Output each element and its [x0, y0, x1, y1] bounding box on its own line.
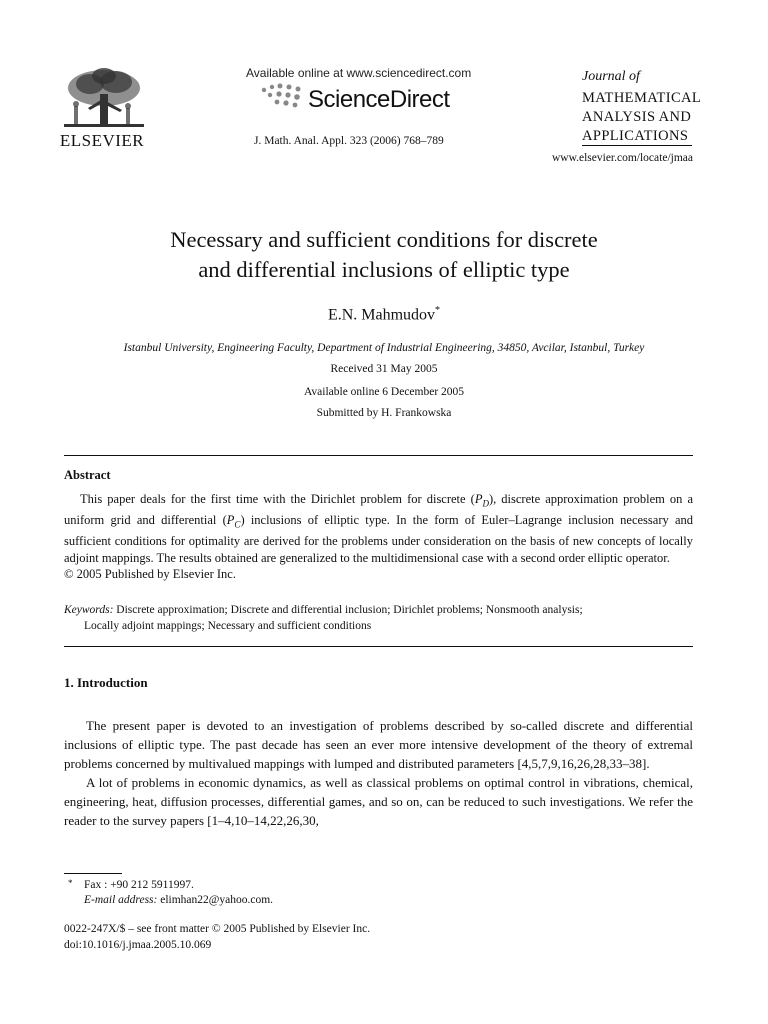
available-online-text: Available online at www.sciencedirect.com	[246, 66, 472, 80]
abstract-top-rule	[64, 455, 693, 456]
intro-paragraph-2: A lot of problems in economic dynamics, as well as classical problems on optimal control in vibrations, chemical, engineering, heat, diffusion processes, differential games, and so on, can be reduced to such investigations. We refer the reader to the survey papers [1–4,10–14,22,26,30,	[64, 775, 693, 828]
journal-title-line3: APPLICATIONS	[582, 128, 689, 144]
keywords-line2: Locally adjoint mappings; Necessary and sufficient conditions	[84, 620, 372, 632]
publisher-name: ELSEVIER	[59, 131, 145, 150]
available-online-date: Available online 6 December 2005	[303, 386, 465, 398]
journal-of-label: Journal of	[582, 69, 640, 84]
submitted-by: Submitted by H. Frankowska	[316, 407, 452, 419]
journal-title-line2: ANALYSIS AND	[582, 109, 692, 125]
abstract-copyright: © 2005 Published by Elsevier Inc.	[64, 567, 236, 581]
journal-citation: J. Math. Anal. Appl. 323 (2006) 768–789	[254, 135, 444, 147]
keywords	[64, 602, 693, 634]
author-footnote-mark[interactable]: *	[435, 305, 441, 316]
footnote-email-label: E-mail address:	[84, 894, 158, 906]
author	[0, 305, 768, 324]
doi-link[interactable]: doi:10.1016/j.jmaa.2005.10.069	[64, 939, 212, 951]
affiliation: Istanbul University, Engineering Faculty, Department of Industrial Engineering, 34850, Avcilar, Istanbul, Turkey	[123, 342, 645, 354]
journal-title-rule	[582, 145, 692, 146]
sciencedirect-logo-text: ScienceDirect	[308, 86, 450, 113]
elsevier-tree-logo	[60, 64, 148, 132]
article-title-line1: Necessary and sufficient conditions for discrete	[170, 227, 598, 252]
footnote-fax: Fax : +90 212 5911997.	[84, 879, 194, 891]
footnote-email[interactable]: elimhan22@yahoo.com.	[160, 894, 274, 906]
author-name: E.N. Mahmudov	[327, 306, 436, 324]
keywords-line1: Discrete approximation; Discrete and differential inclusion; Dirichlet problems; Nonsmooth analysis;	[116, 604, 583, 616]
journal-title	[582, 89, 701, 146]
footnote-mark: *	[68, 878, 73, 888]
abstract-body	[64, 491, 693, 583]
journal-title-line1: MATHEMATICAL	[582, 90, 702, 106]
sciencedirect-dots-icon	[258, 82, 308, 110]
abstract-bottom-rule	[64, 646, 693, 647]
footnote	[64, 878, 273, 908]
abstract-paragraph: This paper deals for the first time with the Dirichlet problem for discrete $(P_D)$, discrete approximation problem on a uniform grid and differential $(P_C)$ inclusions of elliptic type. In the form of Euler–Lagrange inclusion necessary and sufficient conditions for optimality are derived for the problems under consideration on the basis of new concepts of locally adjoint mappings. The results obtained are generalized to the multidimensional case with a second order elliptic operator.	[64, 492, 694, 565]
section-body	[64, 716, 693, 830]
issn-line: 0022-247X/$ – see front matter © 2005 Published by Elsevier Inc.	[64, 923, 371, 935]
footnote-rule	[64, 873, 122, 874]
abstract-heading: Abstract	[64, 468, 111, 482]
front-matter	[64, 921, 370, 953]
intro-paragraph-1: The present paper is devoted to an investigation of problems described by so-called discrete and differential inclusions of elliptic type. The past decade has seen an ever more intensive development of the theory of extremal problems concerned by multivalued mappings with lumped and distributed parameters [4,5,7,9,16,26,28,33–38].	[64, 718, 693, 771]
journal-url-link[interactable]: www.elsevier.com/locate/jmaa	[551, 152, 693, 164]
article-title	[0, 225, 768, 285]
section-heading: 1. Introduction	[64, 675, 148, 690]
received-date: Received 31 May 2005	[330, 363, 438, 375]
keywords-label: Keywords:	[64, 604, 114, 616]
article-title-line2: and differential inclusions of elliptic type	[198, 257, 570, 282]
